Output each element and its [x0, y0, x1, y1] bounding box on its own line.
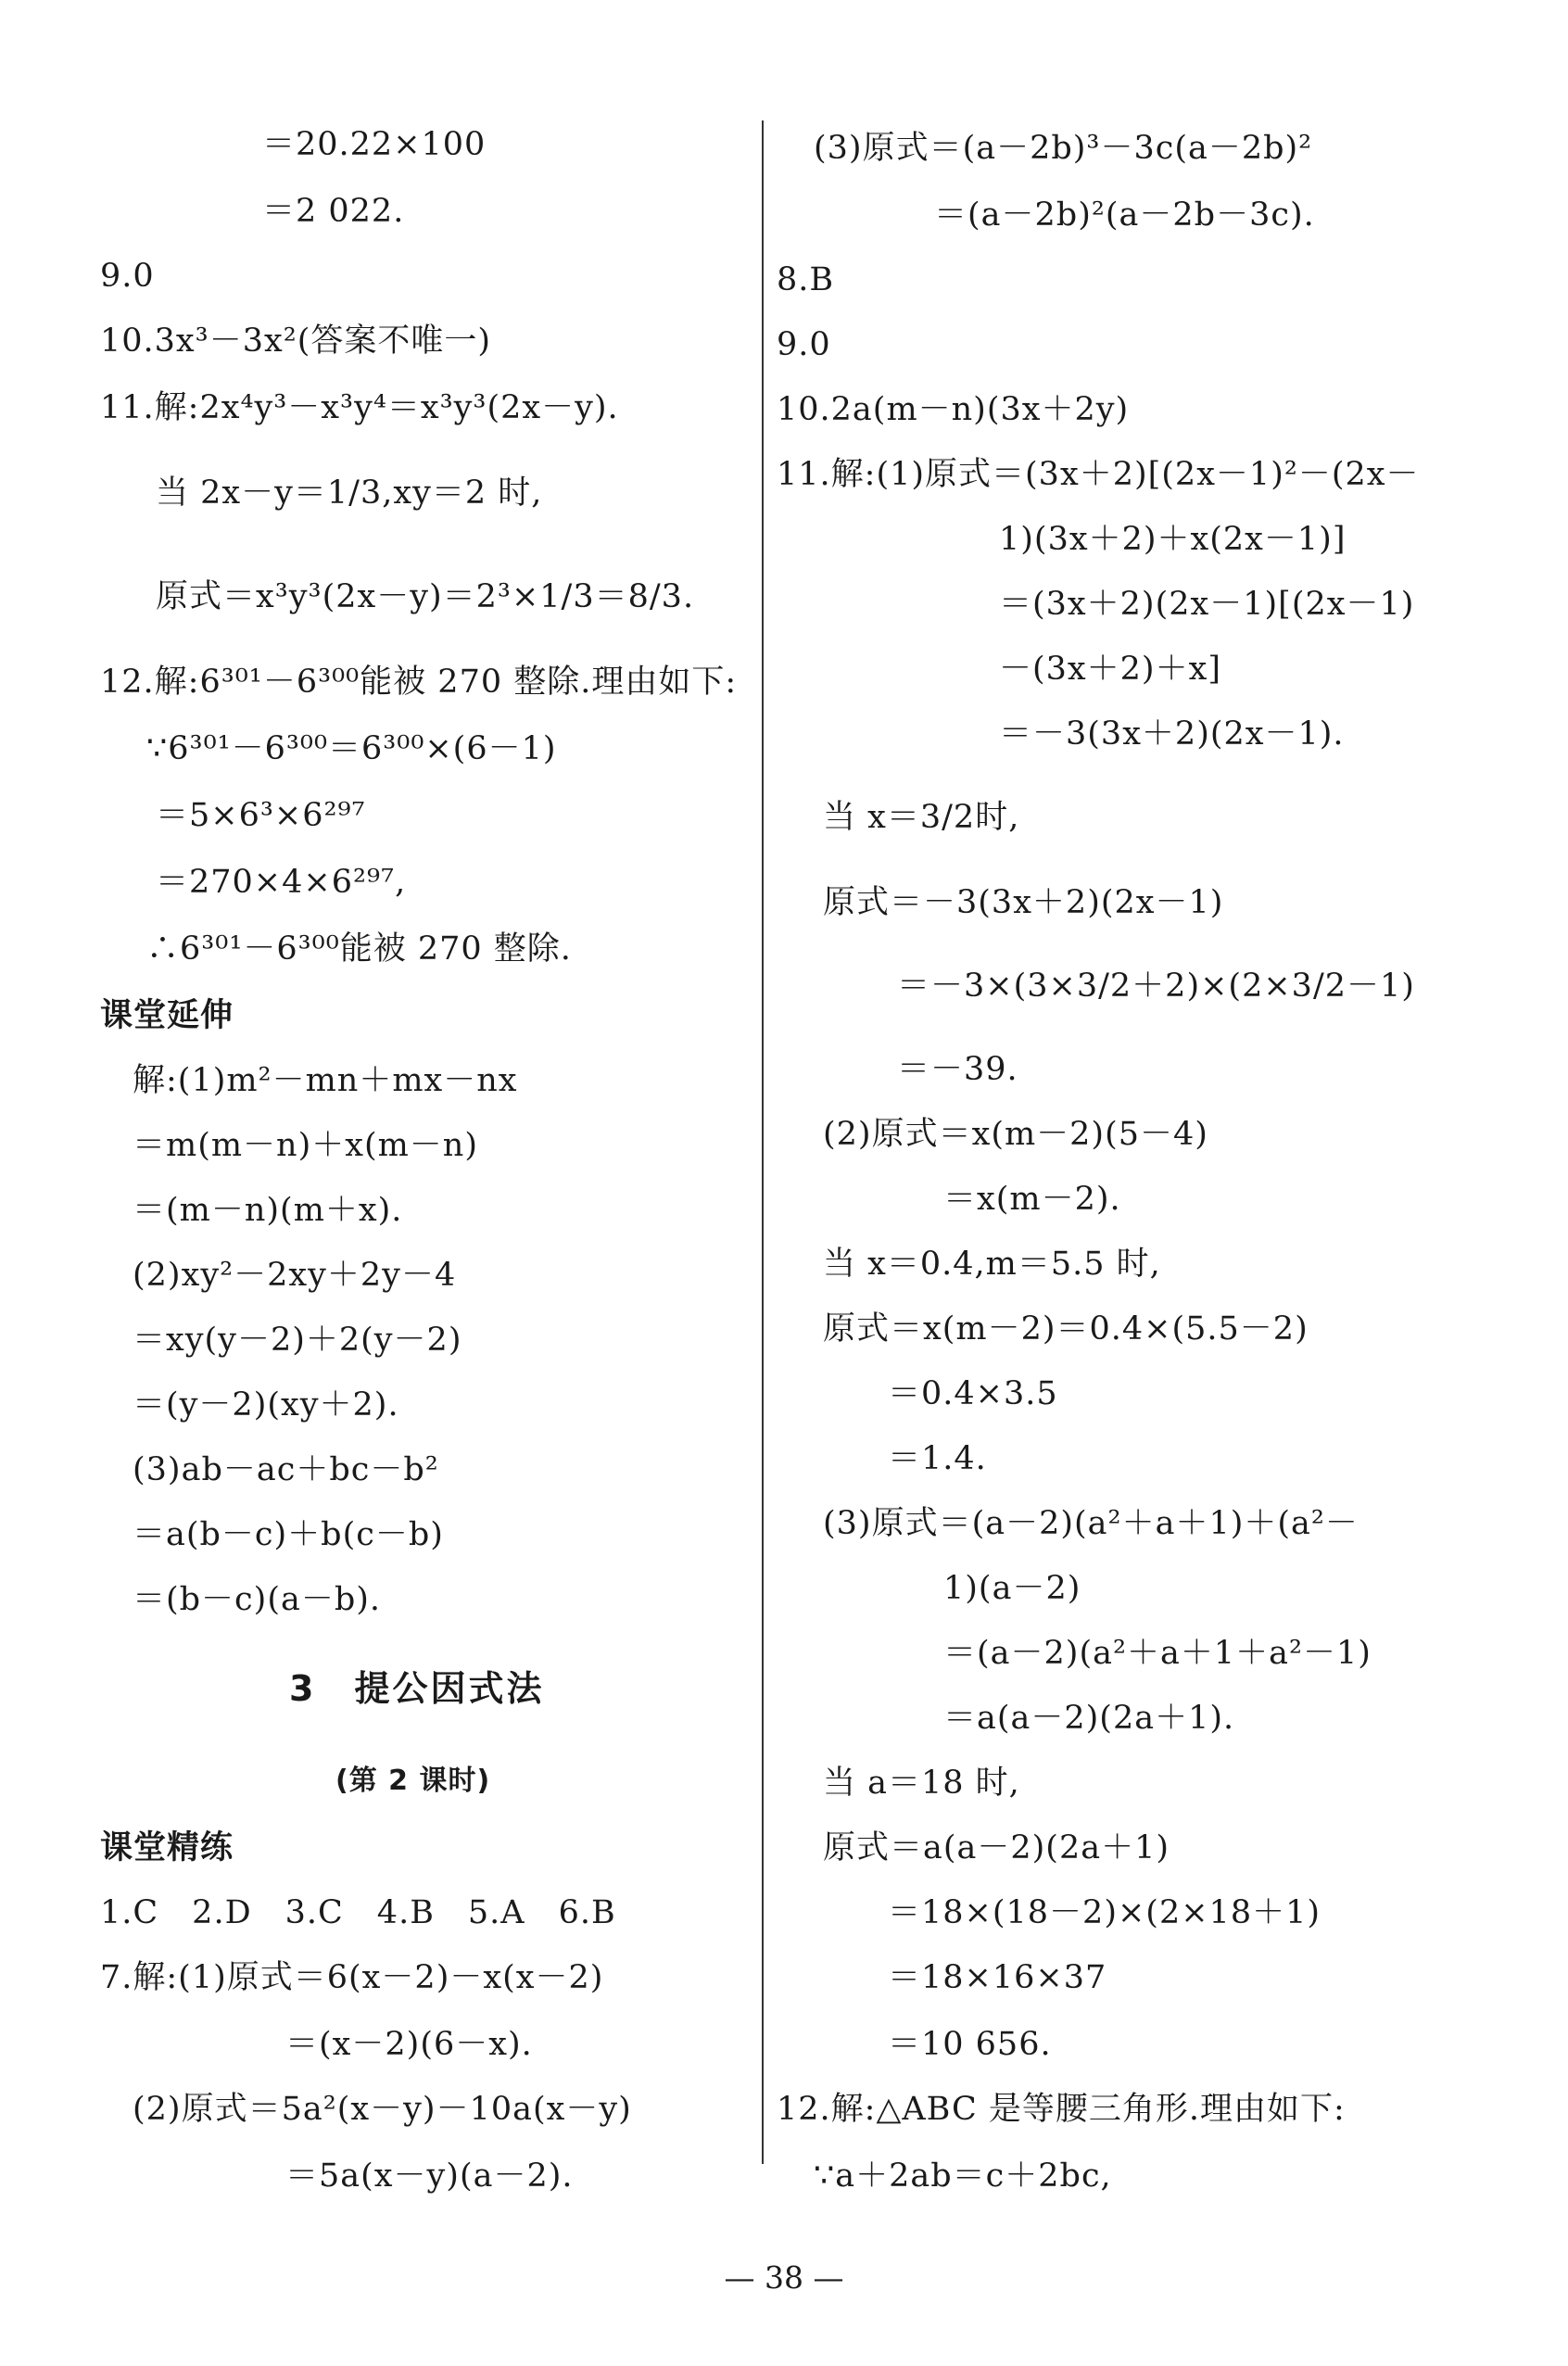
- left-line-6: 当 2x－y＝1/3,xy＝2 时,: [156, 474, 543, 512]
- right-line-11: 当 x＝3/2时,: [823, 799, 1020, 836]
- right-line-9: －(3x＋2)＋x]: [999, 651, 1221, 688]
- lesson-subtitle: (第 2 课时): [335, 1765, 491, 1797]
- right-line-17: 当 x＝0.4,m＝5.5 时,: [823, 1246, 1161, 1283]
- right-line-21: (3)原式＝(a－2)(a²＋a＋1)＋(a²－: [823, 1505, 1359, 1542]
- right-line-29: ＝10 656.: [888, 2026, 1052, 2063]
- left-line-9: ∵6³⁰¹－6³⁰⁰＝6³⁰⁰×(6－1): [146, 730, 557, 767]
- left-line-15: ＝m(m－n)＋x(m－n): [133, 1127, 479, 1164]
- right-line-16: ＝x(m－2).: [943, 1181, 1121, 1218]
- left-line-28: ＝(x－2)(6－x).: [285, 2026, 533, 2063]
- right-line-5: 10.2a(m－n)(3x＋2y): [777, 391, 1130, 428]
- right-line-25: 当 a＝18 时,: [823, 1765, 1020, 1802]
- left-line-20: (3)ab－ac＋bc－b²: [133, 1451, 439, 1488]
- right-line-2: ＝(a－2b)²(a－2b－3c).: [934, 196, 1315, 234]
- right-line-4: 9.0: [777, 326, 831, 363]
- left-line-1: ＝20.22×100: [262, 126, 487, 163]
- left-line-17: (2)xy²－2xy＋2y－4: [133, 1257, 457, 1294]
- section-heading-extension: 课堂延伸: [100, 997, 234, 1034]
- right-line-30: 12.解:△ABC 是等腰三角形.理由如下:: [777, 2091, 1346, 2128]
- left-line-21: ＝a(b－c)＋b(c－b): [133, 1516, 444, 1553]
- right-line-14: ＝－39.: [897, 1051, 1018, 1088]
- section-heading-practice: 课堂精练: [100, 1829, 234, 1866]
- right-line-20: ＝1.4.: [888, 1440, 987, 1477]
- left-line-10: ＝5×6³×6²⁹⁷: [156, 797, 366, 834]
- left-line-22: ＝(b－c)(a－b).: [133, 1581, 382, 1618]
- right-line-24: ＝a(a－2)(2a＋1).: [943, 1700, 1235, 1737]
- right-line-13: ＝－3×(3×3/2＋2)×(2×3/2－1): [897, 968, 1415, 1005]
- left-line-16: ＝(m－n)(m＋x).: [133, 1192, 403, 1229]
- left-line-14: 解:(1)m²－mn＋mx－nx: [133, 1062, 518, 1099]
- right-line-1: (3)原式＝(a－2b)³－3c(a－2b)²: [814, 130, 1313, 167]
- right-line-26: 原式＝a(a－2)(2a＋1): [823, 1829, 1170, 1866]
- right-line-6: 11.解:(1)原式＝(3x＋2)[(2x－1)²－(2x－: [777, 456, 1420, 493]
- left-line-4: 10.3x³－3x²(答案不唯一): [100, 323, 492, 360]
- right-line-7: 1)(3x＋2)＋x(2x－1)]: [999, 521, 1347, 558]
- left-line-27: 7.解:(1)原式＝6(x－2)－x(x－2): [100, 1959, 604, 1996]
- right-line-15: (2)原式＝x(m－2)(5－4): [823, 1116, 1208, 1153]
- right-line-19: ＝0.4×3.5: [888, 1375, 1058, 1412]
- left-line-30: ＝5a(x－y)(a－2).: [285, 2157, 574, 2195]
- right-line-27: ＝18×(18－2)×(2×18＋1): [888, 1894, 1321, 1931]
- page-number: — 38 —: [724, 2259, 844, 2296]
- left-line-2: ＝2 022.: [262, 193, 405, 230]
- left-line-18: ＝xy(y－2)＋2(y－2): [133, 1322, 462, 1359]
- left-line-26: 1.C 2.D 3.C 4.B 5.A 6.B: [100, 1894, 616, 1931]
- left-line-12: ∴6³⁰¹－6³⁰⁰能被 270 整除.: [146, 930, 572, 968]
- column-divider: [762, 120, 764, 2164]
- right-line-8: ＝(3x＋2)(2x－1)[(2x－1): [999, 586, 1415, 623]
- left-line-11: ＝270×4×6²⁹⁷,: [156, 864, 407, 901]
- right-line-22: 1)(a－2): [943, 1570, 1081, 1607]
- left-line-5: 11.解:2x⁴y³－x³y⁴＝x³y³(2x－y).: [100, 389, 619, 426]
- left-line-29: (2)原式＝5a²(x－y)－10a(x－y): [133, 2091, 632, 2128]
- left-line-7: 原式＝x³y³(2x－y)＝2³×1/3＝8/3.: [156, 578, 695, 615]
- left-line-3: 9.0: [100, 258, 155, 295]
- right-line-18: 原式＝x(m－2)＝0.4×(5.5－2): [823, 1310, 1309, 1347]
- left-line-8: 12.解:6³⁰¹－6³⁰⁰能被 270 整除.理由如下:: [100, 664, 738, 701]
- section-title: 3 提公因式法: [289, 1668, 545, 1709]
- right-line-28: ＝18×16×37: [888, 1959, 1107, 1996]
- right-line-3: 8.B: [777, 261, 835, 298]
- right-line-23: ＝(a－2)(a²＋a＋1＋a²－1): [943, 1635, 1372, 1672]
- left-line-19: ＝(y－2)(xy＋2).: [133, 1386, 399, 1423]
- right-line-10: ＝－3(3x＋2)(2x－1).: [999, 715, 1345, 753]
- right-line-31: ∵a＋2ab＝c＋2bc,: [814, 2157, 1112, 2195]
- right-line-12: 原式＝－3(3x＋2)(2x－1): [823, 884, 1224, 921]
